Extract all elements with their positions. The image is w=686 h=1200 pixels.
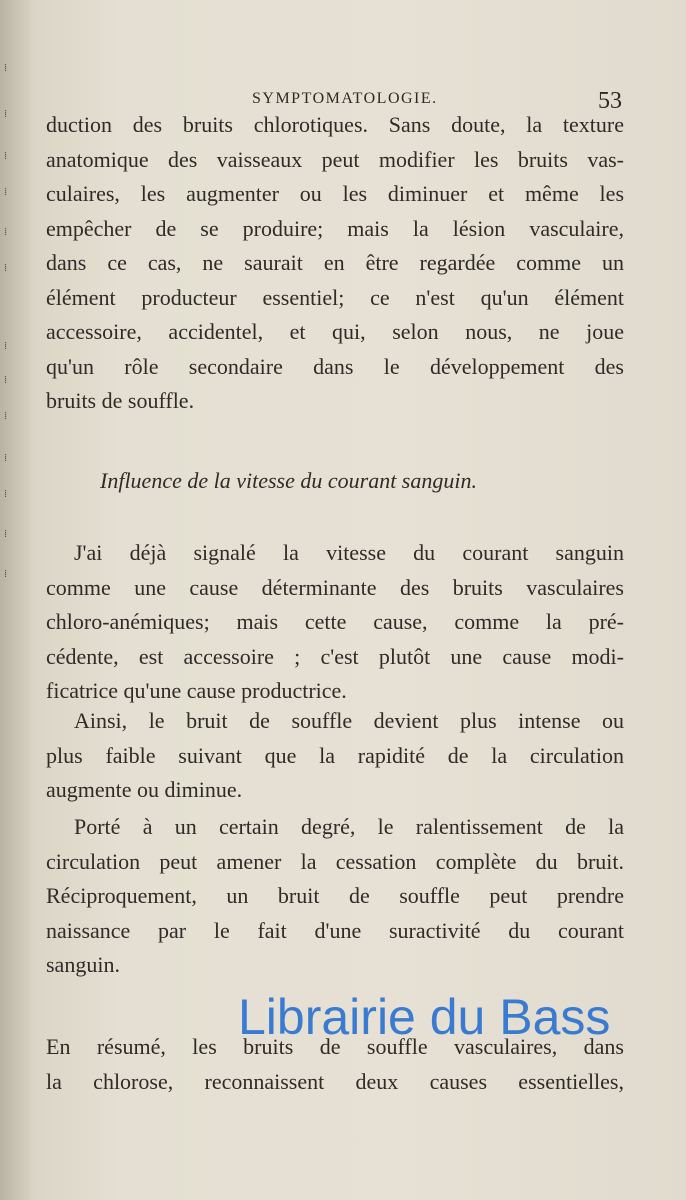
- text-line: cédente, est accessoire ; c'est plutôt une cause modi-: [46, 643, 624, 669]
- bleed-through-mark: ⁞: [4, 150, 8, 162]
- page-number: 53: [598, 88, 622, 114]
- bleed-through-mark: ⁞: [4, 568, 8, 580]
- paragraph: [46, 108, 624, 419]
- bleed-through-mark: ⁞: [4, 410, 8, 422]
- text-line: comme une cause déterminante des bruits vasculaires: [46, 574, 624, 600]
- bleed-through-mark: ⁞: [4, 340, 8, 352]
- text-line: bruits de souffle.: [46, 388, 195, 413]
- watermark: Librairie du Bass: [238, 989, 611, 1045]
- text-line: Réciproquement, un bruit de souffle peut prendre: [46, 883, 624, 908]
- bleed-through-mark: ⁞: [4, 226, 8, 238]
- bleed-through-mark: ⁞: [4, 62, 8, 74]
- bleed-through-mark: ⁞: [4, 186, 8, 198]
- bleed-through-mark: ⁞: [4, 374, 8, 386]
- text-line: la chlorose, reconnaissent deux causes essentielles,: [46, 1068, 624, 1094]
- text-line: ficatrice qu'une cause productrice.: [46, 678, 347, 703]
- text-line: Porté à un certain degré, le ralentissement de la: [74, 814, 624, 839]
- text-line: élément producteur essentiel; ce n'est qu'un élément: [46, 284, 624, 310]
- text-line: empêcher de se produire; mais la lésion vasculaire,: [46, 215, 624, 241]
- text-line: plus faible suivant que la rapidité de la circulation: [46, 742, 624, 768]
- text-line: accessoire, accidentel, et qui, selon nous, ne joue: [46, 319, 624, 344]
- text-line: duction des bruits chlorotiques. Sans doute, la texture: [46, 112, 624, 137]
- bleed-through-mark: ⁞: [4, 488, 8, 500]
- text-line: En résumé, les bruits de souffle vasculaires, dans: [46, 1034, 624, 1059]
- text-line: culaires, les augmenter ou les diminuer et même les: [46, 181, 624, 206]
- text-line: Ainsi, le bruit de souffle devient plus intense ou: [74, 708, 624, 733]
- text-line: naissance par le fait d'une suractivité du courant: [46, 917, 624, 943]
- bleed-through-mark: ⁞: [4, 108, 8, 120]
- text-line: dans ce cas, ne saurait en être regardée comme un: [46, 250, 624, 275]
- text-line: sanguin.: [46, 952, 120, 977]
- bleed-through-mark: ⁞: [4, 528, 8, 540]
- paragraph: [46, 810, 624, 983]
- bleed-through-mark: ⁞: [4, 452, 8, 464]
- text-line: qu'un rôle secondaire dans le développement des: [46, 353, 624, 379]
- text-line: augmente ou diminue.: [46, 777, 243, 802]
- section-heading: Influence de la vitesse du courant sanguin.: [100, 468, 477, 493]
- paragraph: [46, 704, 624, 808]
- text-line: chloro-anémiques; mais cette cause, comme la pré-: [46, 609, 624, 634]
- running-head: SYMPTOMATOLOGIE.: [252, 90, 438, 107]
- page-gutter: [0, 0, 30, 1200]
- paragraph: [46, 536, 624, 709]
- text-line: anatomique des vaisseaux peut modifier les bruits vas-: [46, 146, 624, 172]
- text-line: circulation peut amener la cessation complète du bruit.: [46, 848, 624, 874]
- bleed-through-mark: ⁞: [4, 262, 8, 274]
- text-line: J'ai déjà signalé la vitesse du courant sanguin: [74, 540, 624, 565]
